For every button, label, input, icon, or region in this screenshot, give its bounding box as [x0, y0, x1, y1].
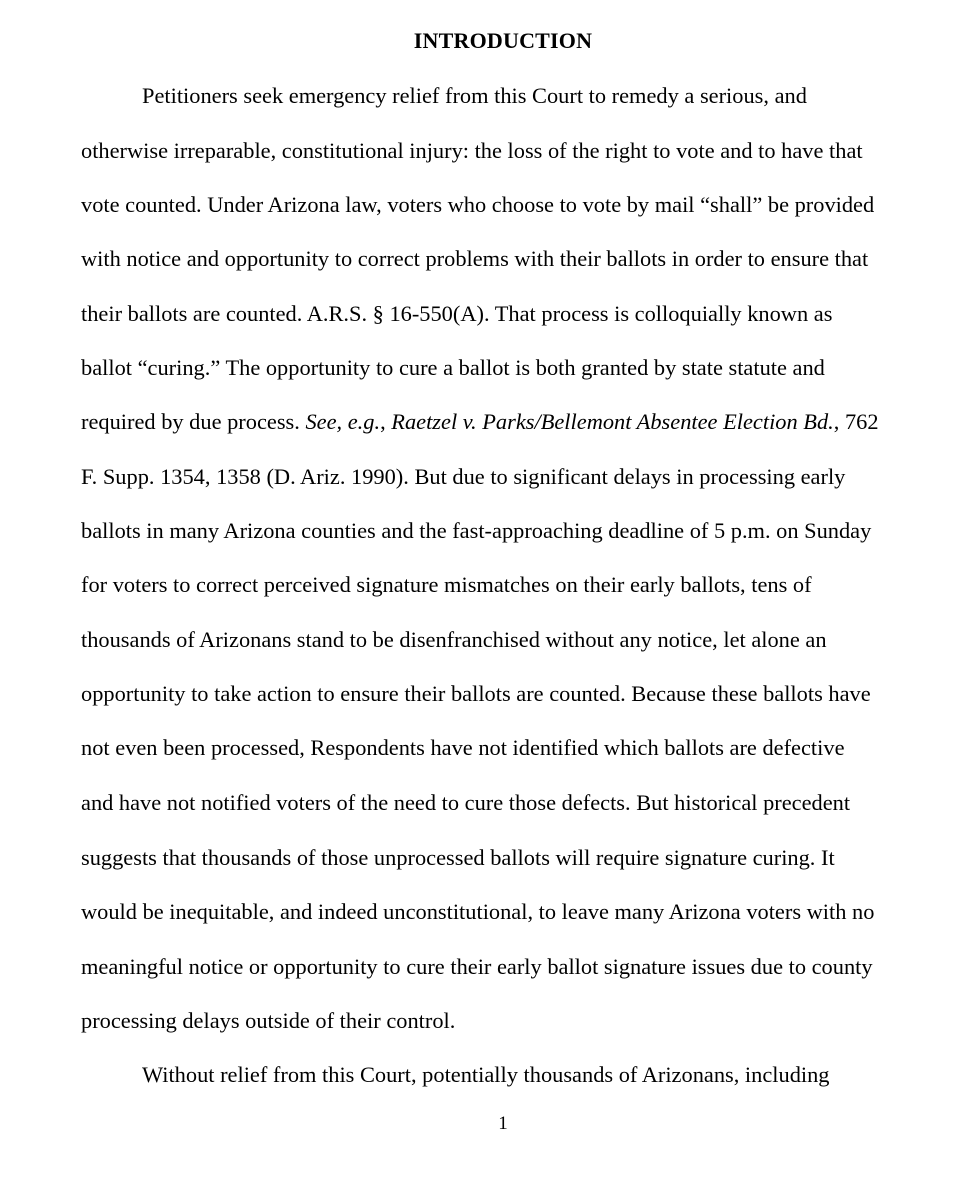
paragraph-line: and have not notified voters of the need to cure those defects. But historical precedent — [81, 790, 851, 815]
paragraph-line: F. Supp. 1354, 1358 (D. Ariz. 1990). But due to significant delays in processing early — [81, 464, 846, 489]
paragraph-line: Without relief from this Court, potentially thousands of Arizonans, including — [142, 1062, 830, 1087]
page-number: 1 — [498, 1113, 508, 1134]
paragraph-line: not even been processed, Respondents have not identified which ballots are defective — [81, 735, 845, 760]
paragraph-line: processing delays outside of their control. — [81, 1008, 456, 1033]
paragraph-line: Petitioners seek emergency relief from this Court to remedy a serious, and — [142, 83, 807, 108]
paragraph-line: opportunity to take action to ensure their ballots are counted. Because these ballots have — [81, 681, 871, 706]
paragraph-line: meaningful notice or opportunity to cure their early ballot signature issues due to county — [81, 954, 873, 979]
paragraph-line: ballots in many Arizona counties and the fast-approaching deadline of 5 p.m. on Sunday — [81, 518, 872, 543]
citation-line — [81, 408, 879, 436]
paragraph-line: ballot “curing.” The opportunity to cure a ballot is both granted by state statute and — [81, 355, 825, 380]
paragraph-line: otherwise irreparable, constitutional injury: the loss of the right to vote and to have that — [81, 138, 863, 163]
citation-separator: , — [380, 409, 392, 434]
citation-signal: See, e.g. — [305, 409, 381, 434]
citation-case-name: Raetzel v. Parks/Bellemont Absentee Election Bd. — [391, 409, 834, 434]
citation-prefix: required by due process. — [81, 409, 306, 434]
section-heading: INTRODUCTION — [413, 28, 593, 53]
paragraph-line: with notice and opportunity to correct problems with their ballots in order to ensure that — [81, 246, 869, 271]
paragraph-line: vote counted. Under Arizona law, voters who choose to vote by mail “shall” be provided — [81, 192, 875, 217]
paragraph-line: suggests that thousands of those unprocessed ballots will require signature curing. It — [81, 845, 835, 870]
paragraph-line: thousands of Arizonans stand to be disenfranchised without any notice, let alone an — [81, 627, 827, 652]
paragraph-line: for voters to correct perceived signature mismatches on their early ballots, tens of — [81, 572, 812, 597]
paragraph-line: their ballots are counted. A.R.S. § 16-550(A). That process is colloquially known as — [81, 301, 833, 326]
paragraph-line: would be inequitable, and indeed unconstitutional, to leave many Arizona voters with no — [81, 899, 875, 924]
citation-suffix: , 762 — [833, 409, 879, 434]
